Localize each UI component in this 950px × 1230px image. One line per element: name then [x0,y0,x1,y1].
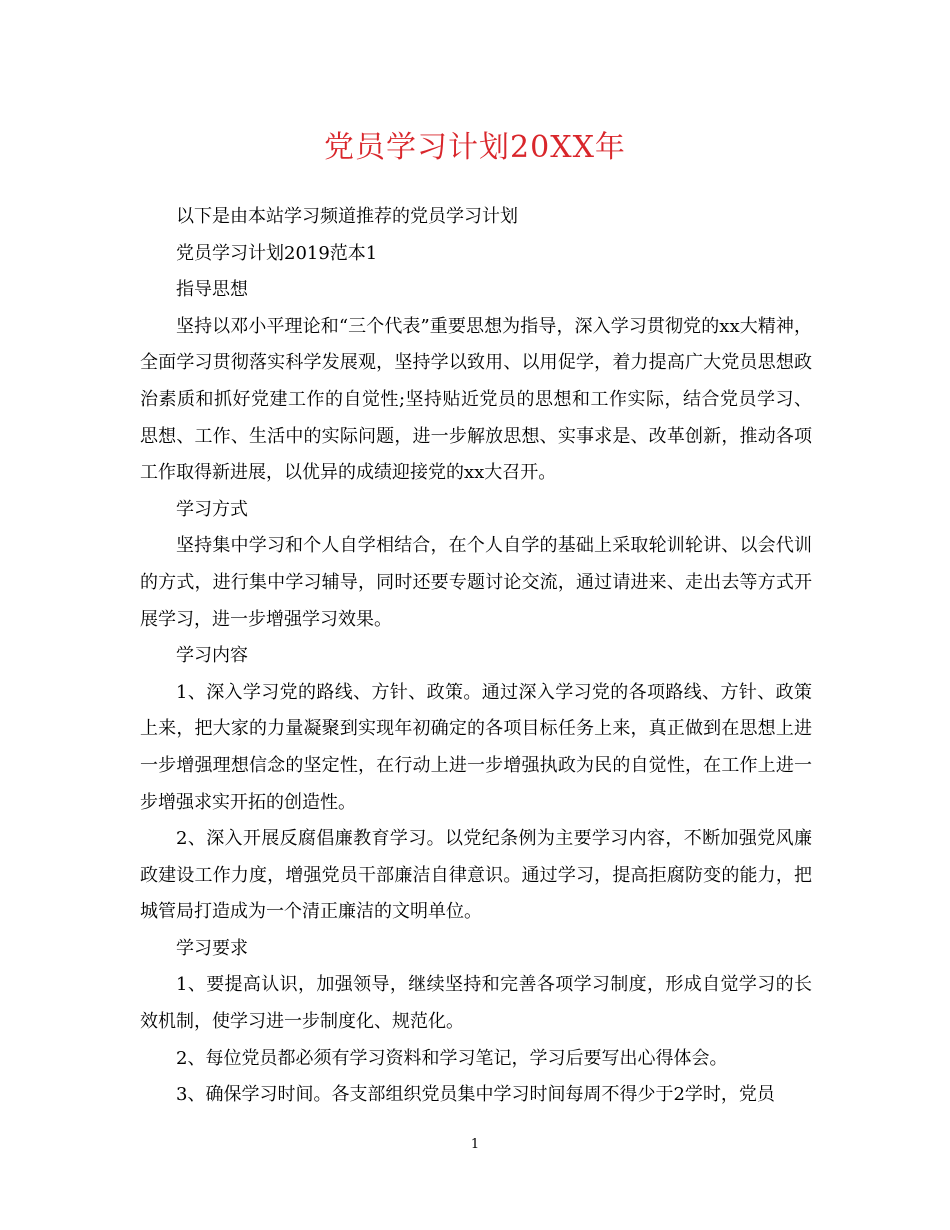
requirement-item-2: 2、每位党员都必须有学习资料和学习笔记，学习后要写出心得体会。 [176,1047,728,1069]
document-body [140,199,812,1114]
section-heading-guiding-thought: 指导思想 [176,279,248,301]
section-heading-study-requirements: 学习要求 [176,937,248,959]
study-content-item-2: 2、深入开展反腐倡廉教育学习。以党纪条例为主要学习内容，不断加强党风廉政建设工作力度，增强党员干部廉洁自律意识。通过学习，提高拒腐防变的能力，把城管局打造成为一个清正廉洁的文明单位。 [140,828,812,923]
intro-paragraph: 以下是由本站学习频道推荐的党员学习计划 [176,206,518,227]
requirement-item-3: 3、确保学习时间。各支部组织党员集中学习时间每周不得少于2学时，党员 [176,1084,775,1106]
study-content-item-1: 1、深入学习党的路线、方针、政策。通过深入学习党的各项路线、方针、政策上来，把大家的力量凝聚到实现年初确定的各项目标任务上来，真正做到在思想上进一步增强理想信念的坚定性，在行动上进一步增强执政为民的自觉性，在工作上进一步增强求实开拓的创造性。 [140,681,812,813]
page-number: 1 [470,1137,480,1152]
template-heading: 党员学习计划2019范本1 [176,242,378,264]
requirement-item-1: 1、要提高认识，加强领导，继续坚持和完善各项学习制度，形成自觉学习的长效机制，使学习进一步制度化、规范化。 [140,974,812,1033]
guiding-thought-paragraph: 坚持以邓小平理论和“三个代表”重要思想为指导，深入学习贯彻党的xx大精神，全面学习贯彻落实科学发展观，坚持学以致用、以用促学，着力提高广大党员思想政治素质和抓好党建工作的自觉性;坚持贴近党员的思想和工作实际，结合党员学习、思想、工作、生活中的实际问题，进一步解放思想、实事求是、改革创新，推动各项工作取得新进展，以优异的成绩迎接党的xx大召开。 [140,315,812,484]
document-title: 党员学习计划20XX年 [324,130,626,165]
section-heading-study-method: 学习方式 [176,498,248,520]
study-method-paragraph: 坚持集中学习和个人自学相结合，在个人自学的基础上采取轮训轮讲、以会代训的方式，进行集中学习辅导，同时还要专题讨论交流，通过请进来、走出去等方式开展学习，进一步增强学习效果。 [140,535,812,630]
section-heading-study-content: 学习内容 [176,645,248,667]
